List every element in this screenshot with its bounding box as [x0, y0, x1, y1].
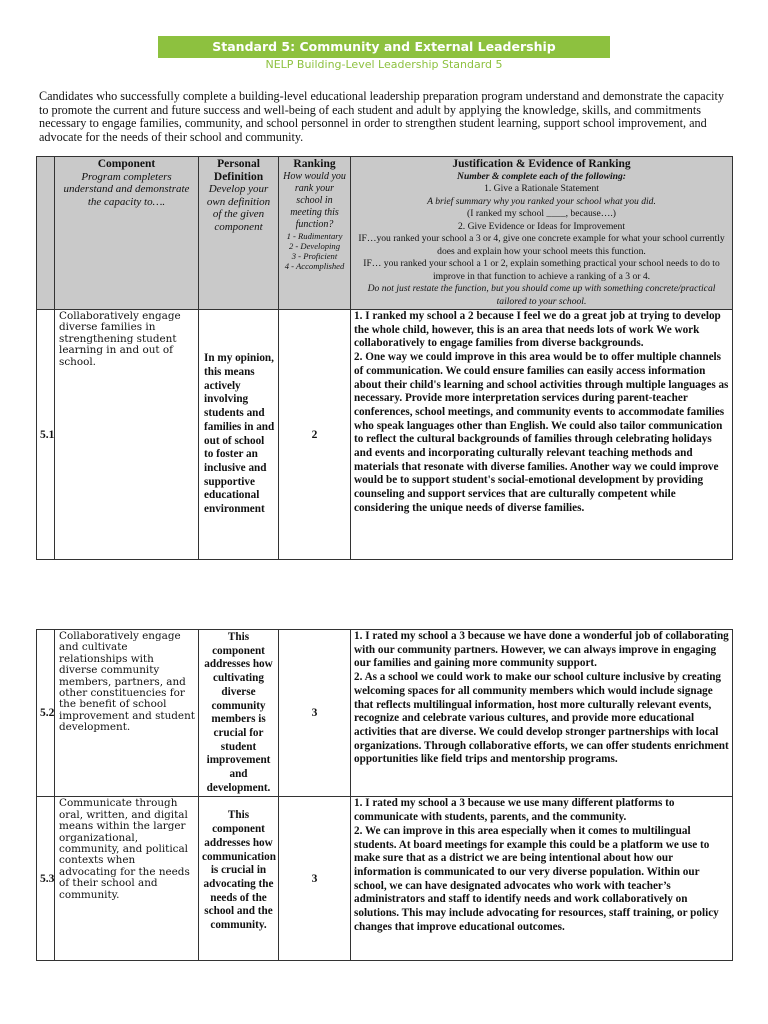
header-num-cell — [37, 157, 55, 310]
header-component — [55, 157, 199, 310]
row-ranking: 2 — [279, 310, 351, 560]
justification-line: Do not just restate the function, but you should come up with something concrete/practical tailored to your school. — [367, 283, 716, 307]
ranking-scale-2: 2 - Developing — [288, 240, 341, 251]
row-justification — [351, 630, 733, 797]
row-justification — [351, 797, 733, 961]
header-justification — [351, 157, 733, 310]
standard-title-banner: Standard 5: Community and External Leadership — [158, 36, 610, 58]
component-header-sub: Program completers understand and demonstrate the capacity to…. — [63, 170, 190, 208]
justification-line: 2. Give Evidence or Ideas for Improvement — [457, 220, 626, 232]
justification-evidence: 2. As a school we could work to make our school culture inclusive by creating welcoming spaces for all community members which would include signage that reflects multilingual information, host more culturally relevant events, recognize and celebrate various cultures, and provide more educational activities that are diverse. We could develop stronger partnerships with local organizations. Through collaborative efforts, we can offer students enrichment opportunities like field trips and mentorship programs. — [354, 671, 729, 766]
standard-table-continued — [36, 629, 733, 961]
row-ranking: 3 — [279, 797, 351, 961]
row-justification — [351, 310, 733, 560]
table-row — [37, 310, 733, 560]
ranking-scale-1: 1 - Rudimentary — [286, 230, 343, 241]
definition-header-title: Personal Definition — [213, 158, 264, 183]
justification-line: IF… you ranked your school a 1 or 2, explain something practical your school needs to do to improve in that function to achieve a ranking of a 3 or 4. — [363, 258, 720, 282]
table-header-row — [37, 157, 733, 310]
ranking-header-title: Ranking — [293, 158, 336, 170]
row-ranking: 3 — [279, 630, 351, 797]
row-number: 5.2 — [37, 630, 55, 797]
row-component: Collaboratively engage and cultivate relationships with diverse community members, partners, and other constituencies for the benefit of school improvement and student development. — [55, 630, 199, 797]
ranking-scale-4: 4 - Accomplished — [284, 260, 345, 271]
ranking-scale-3: 3 - Proficient — [291, 250, 338, 261]
header-definition — [199, 157, 279, 310]
row-definition: In my opinion, this means actively involving students and families in and out of school to foster an inclusive and supportive educational environment — [199, 310, 279, 560]
justification-rationale: 1. I rated my school a 3 because we have done a wonderful job of collaborating with our community partners. However, we can always improve in engaging our families and gaining more community support. — [354, 630, 729, 670]
row-definition: This component addresses how communication is crucial in advocating the needs of the school and the community. — [199, 797, 279, 961]
nelp-subtitle: NELP Building-Level Leadership Standard 5 — [265, 58, 503, 71]
justification-line: IF…you ranked your school a 3 or 4, give one concrete example for what your school currently does and explain how your school meets this function. — [358, 233, 725, 257]
intro-paragraph: Candidates who successfully complete a building-level educational leadership preparation program understand and demonstrate the capacity to promote the current and future success and well-being of each student and adult by applying the knowledge, skills, and commitments necessary to engage families, community, and school personnel in order to strengthen student learning, support school improvement, and advocate for the needs of their school and community. — [39, 89, 724, 144]
justification-header-title: Justification & Evidence of Ranking — [452, 158, 631, 170]
row-component: Collaboratively engage diverse families in strengthening student learning in and out of school. — [55, 310, 199, 560]
definition-header-sub: Develop your own definition of the given component — [206, 183, 271, 233]
justification-line: Number & complete each of the following: — [457, 170, 626, 182]
row-component: Communicate through oral, written, and digital means within the larger organizational, community, and political contexts when advocating for the needs of their school and community. — [55, 797, 199, 961]
component-header-title: Component — [97, 158, 156, 170]
header-ranking — [279, 157, 351, 310]
justification-evidence: 2. One way we could improve in this area would be to offer multiple channels of communication. We could ensure families can easily access information about their child's learning and school activities through multiple languages as necessary. Provide more interpretation services during parent-teacher conferences, school meetings, and community events to accommodate families who speak languages other than English. We could also tailor communication to reflect the cultural backgrounds of families through celebrating holidays and events and incorporating culturally relevant teaching methods and materials that resonate with diverse families. Another way we could improve would be to support student's social-emotional development by providing counseling and support services that are culturally competent while considering the unique needs of diverse families. — [354, 351, 729, 514]
justification-evidence: 2. We can improve in this area especially when it comes to multilingual students. At board meetings for example this could be a platform we use to make sure that as a district we are being intentional about how our information is communicated to our very diverse population. Within our school, we can have designated advocates who work with teacher’s administrators and staff to identify needs and work collaboratively on solutions. This may include advocating for resources, staff training, or policy changes that improve educational outcomes. — [354, 824, 719, 933]
row-definition: This component addresses how cultivating diverse community members is crucial for student improvement and development. — [199, 630, 279, 797]
justification-rationale: 1. I rated my school a 3 because we use many different platforms to communicate with students, parents, and the community. — [354, 797, 675, 824]
standard-table — [36, 156, 733, 560]
table-row — [37, 797, 733, 961]
row-number: 5.3 — [37, 797, 55, 961]
ranking-header-sub: How would you rank your school in meeting this function? — [283, 170, 346, 230]
justification-line: (I ranked my school ____, because….) — [467, 208, 616, 219]
justification-line: A brief summary why you ranked your school what you did. — [427, 195, 656, 207]
table-row — [37, 630, 733, 797]
justification-line: 1. Give a Rationale Statement — [484, 183, 599, 194]
row-number: 5.1 — [37, 310, 55, 560]
justification-rationale: 1. I ranked my school a 2 because I feel we do a great job at trying to develop the whole child, however, this is an area that needs lots of work We work collaboratively to engage families from diverse backgrounds. — [354, 310, 721, 350]
